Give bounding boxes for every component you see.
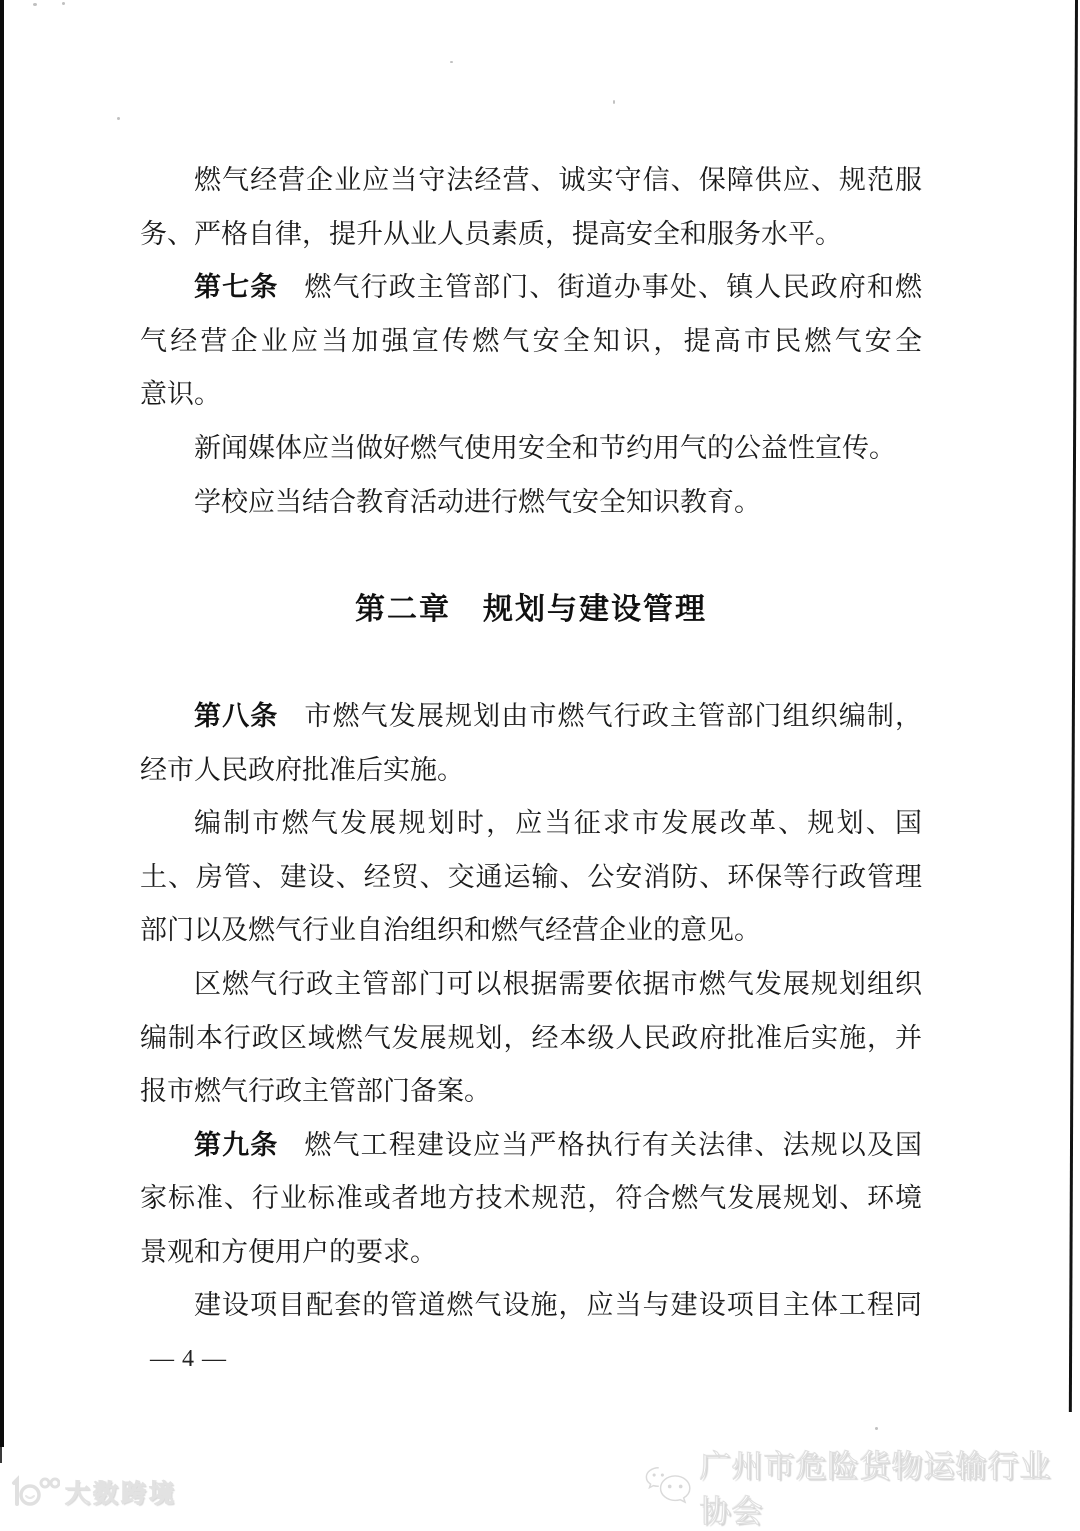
blank-line — [140, 529, 922, 583]
line-text: 学校应当结合教育活动进行燃气安全知识教育。 — [194, 486, 761, 517]
line-text: 市燃气发展规划由市燃气行政主管部门组织编制， — [304, 700, 922, 731]
line-text: 第二章 规划与建设管理 — [355, 592, 707, 626]
text-line — [140, 422, 922, 476]
text-line — [140, 208, 922, 262]
line-text: 景观和方便用户的要求。 — [140, 1236, 437, 1267]
scan-speck — [613, 100, 615, 104]
line-text: 燃气行政主管部门、街道办事处、镇人民政府和燃 — [304, 272, 922, 303]
scan-speck — [33, 3, 37, 6]
scan-speck — [450, 61, 453, 63]
line-text: 编制本行政区域燃气发展规划，经本级人民政府批准后实施，并 — [140, 1022, 922, 1053]
wechat-icon — [645, 1464, 693, 1508]
text-line — [140, 476, 922, 530]
line-text: 新闻媒体应当做好燃气使用安全和节约用气的公益性宣传。 — [194, 432, 896, 463]
text-line — [140, 958, 922, 1012]
article-number-label: 第七条 — [194, 272, 279, 303]
text-line — [140, 851, 922, 905]
line-text: — 4 — — [150, 1346, 227, 1373]
platform-watermark-text: 大数跨境 — [65, 1480, 178, 1508]
wechat-watermark — [645, 1441, 1080, 1531]
scan-speck — [62, 2, 65, 5]
line-text: 意识。 — [140, 379, 221, 410]
line-text: 燃气工程建设应当严格执行有关法律、法规以及国 — [304, 1129, 922, 1160]
text-line — [140, 904, 922, 958]
scan-edge-left-tail — [0, 1447, 2, 1463]
text-line — [140, 1012, 922, 1066]
line-text: 气经营企业应当加强宣传燃气安全知识，提高市民燃气安全 — [140, 325, 922, 356]
line-text: 编制市燃气发展规划时，应当征求市发展改革、规划、国 — [194, 808, 922, 839]
line-text: 经市人民政府批准后实施。 — [140, 754, 464, 785]
platform-logo-icon — [8, 1475, 60, 1509]
line-text: 务、严格自律，提升从业人员素质，提高安全和服务水平。 — [140, 218, 842, 249]
article-number-label: 第九条 — [194, 1129, 279, 1160]
scan-edge-right — [1069, 0, 1078, 1412]
text-line — [140, 1226, 922, 1280]
text-line — [140, 797, 922, 851]
scan-edge-left — [0, 0, 4, 1447]
text-line — [140, 1172, 922, 1226]
line-text: 部门以及燃气行业自治组织和燃气经营企业的意见。 — [140, 915, 761, 946]
text-line — [140, 154, 922, 208]
text-line — [140, 690, 922, 744]
article-number-label: 第八条 — [194, 700, 279, 731]
page-number — [140, 1333, 922, 1387]
text-line — [140, 261, 922, 315]
scan-speck — [875, 1427, 878, 1430]
line-text: 报市燃气行政主管部门备案。 — [140, 1076, 491, 1107]
scan-speck — [117, 117, 120, 120]
line-text: 区燃气行政主管部门可以根据需要依据市燃气发展规划组织 — [194, 968, 922, 999]
text-line — [140, 1065, 922, 1119]
line-text: 建设项目配套的管道燃气设施，应当与建设项目主体工程同 — [194, 1290, 922, 1321]
text-line — [140, 315, 922, 369]
text-line — [140, 368, 922, 422]
blank-line — [140, 636, 922, 690]
platform-watermark — [8, 1474, 177, 1510]
document-text — [140, 154, 922, 1387]
line-text: 燃气经营企业应当守法经营、诚实守信、保障供应、规范服 — [194, 165, 922, 195]
line-text: 土、房管、建设、经贸、交通运输、公安消防、环保等行政管理 — [140, 861, 922, 892]
text-line — [140, 744, 922, 798]
line-text: 家标准、行业标准或者地方技术规范，符合燃气发展规划、环境 — [140, 1183, 922, 1214]
text-line — [140, 1279, 922, 1333]
association-watermark-text: 广州市危险货物运输行业协会 — [699, 1449, 1052, 1529]
chapter-heading — [140, 583, 922, 637]
text-line — [140, 1119, 922, 1173]
